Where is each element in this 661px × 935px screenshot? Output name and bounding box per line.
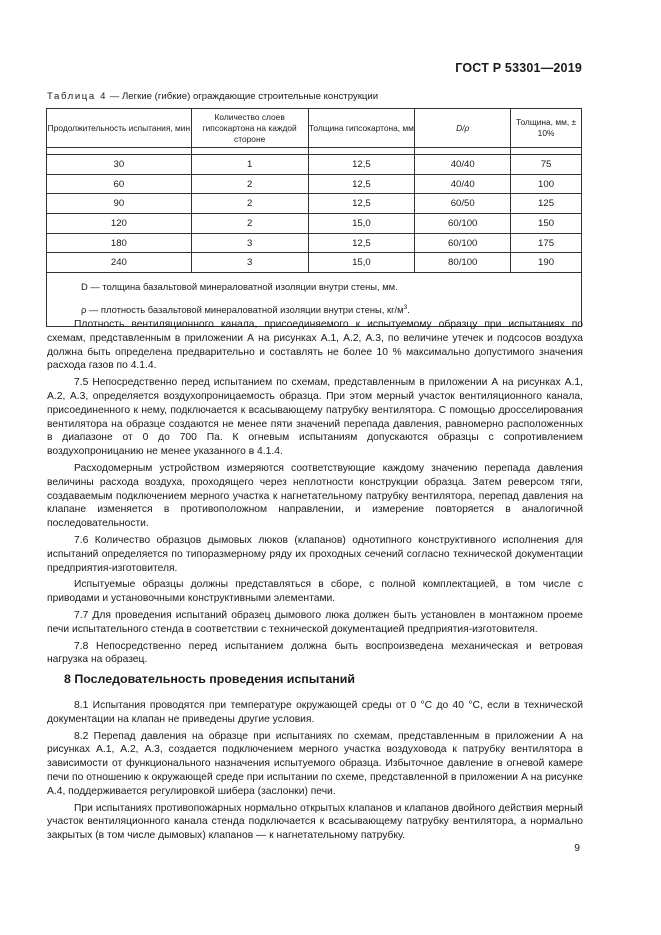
paragraph: 8.2 Перепад давления на образце при испытаниях по схемам, представленным в приложении А на рисунках А.1, А.2, А.3, создается подключением мерного участка воздуховода к патрубку вентилятора в зависимости от функционального назначения испытуемого образца. Избыточное давление в огневой камере печи по отношению к окружающей среде при испытании по схеме, представленной в приложении А на рисунке А.4, поддерживается регулировкой шибера (заслонки) печи. <box>47 730 583 797</box>
table-cell: 2 <box>191 214 308 234</box>
table-cell: 15,0 <box>308 214 415 234</box>
table-cell: 60/100 <box>415 233 511 253</box>
paragraph: 7.8 Непосредственно перед испытанием должна быть воспроизведена механическая и ветровая нагрузка на образец. <box>47 640 583 666</box>
table-cell: 60/50 <box>415 194 511 214</box>
column-header: Толщина гипсокартона, мм <box>308 109 415 148</box>
table-caption <box>47 91 378 102</box>
paragraph: 8.1 Испытания проводятся при температуре окружающей среды от 0 °С до 40 °С, если в технической документации на клапан не приведены другие условия. <box>47 700 583 725</box>
table-cell: 2 <box>191 174 308 194</box>
paragraph: Испытуемые образцы должны представляться в сборе, с полной комплектацией, в том числе с приводами и установочными конструктивными элементами. <box>47 579 583 605</box>
paragraph: Расходомерным устройством измеряются соответствующие каждому значению перепада давления величины расхода воздуха, проходящего через неплотности конструкции образца. Затем реверсом тяги, создаваемым подключением мерного участка к нагнетательному патрубку вентилятора, перепад давления на клапане изменяется в противоположном направлении, и измерение повторяется в аналогичной последовательности. <box>47 462 583 530</box>
table-cell: 60 <box>47 174 192 194</box>
column-header: D/ρ <box>415 109 511 148</box>
paragraph: 7.7 Для проведения испытаний образец дымового люка должен быть установлен в монтажном проеме печи испытательного стенда в соответствии с технической документацией предприятия-изготовителя. <box>47 609 583 635</box>
table-row <box>47 155 582 175</box>
table-cell: 125 <box>511 194 582 214</box>
table-cell: 30 <box>47 155 192 175</box>
table-cell: 100 <box>511 174 582 194</box>
column-header: Количество слоев гипсокартона на каждой стороне <box>191 109 308 148</box>
table-cell: 15,0 <box>308 253 415 273</box>
table-cell: 180 <box>47 233 192 253</box>
paragraph: 7.6 Количество образцов дымовых люков (клапанов) однотипного конструктивного исполнения для испытаний определяется по типоразмерному ряду их проходных сечений согласно технической документации предприятия-изготовителя. <box>47 534 583 574</box>
table-cell: 60/100 <box>415 214 511 234</box>
table-cell: 190 <box>511 253 582 273</box>
table-header-row <box>47 109 582 148</box>
column-header: Толщина, мм, ± 10% <box>511 109 582 148</box>
table-row <box>47 233 582 253</box>
note-d: D — толщина базальтовой минераловатной изоляции внутри стены, мм. <box>81 281 398 293</box>
table-cell: 3 <box>191 233 308 253</box>
section-8-title: 8 Последовательность проведения испытаний <box>64 672 356 686</box>
table-cell: 2 <box>191 194 308 214</box>
table-cell: 75 <box>511 155 582 175</box>
table-cell: 40/40 <box>415 155 511 175</box>
paragraph: Плотность вентиляционного канала, присоединяемого к испытуемому образцу при испытаниях по схемам, представленным в приложении А на рисунках А.1, А.2, А.3, по величине утечек и подсосов воздуха должна быть определена предварительно и составлять не более 10 % максимально допустимого значения расхода газов по 4.1.4. <box>47 319 583 372</box>
column-header: Продолжительность испытания, мин <box>47 109 192 148</box>
table-cell: 175 <box>511 233 582 253</box>
table-cell: 1 <box>191 155 308 175</box>
table-caption-label: Таблица 4 <box>47 91 108 102</box>
section-7-text <box>47 318 583 667</box>
table-cell: 120 <box>47 214 192 234</box>
section-8-text <box>47 699 583 843</box>
table-cell: 12,5 <box>308 194 415 214</box>
note-rho: ρ — плотность базальтовой минераловатной изоляции внутри стены, $кг/м^3$. <box>81 304 410 316</box>
table-cell: 90 <box>47 194 192 214</box>
table-row <box>47 253 582 273</box>
table-cell: 3 <box>191 253 308 273</box>
table-row <box>47 194 582 214</box>
table-cell: 40/40 <box>415 174 511 194</box>
table-cell: 12,5 <box>308 155 415 175</box>
table-row <box>47 214 582 234</box>
table-spacer-row <box>47 148 582 155</box>
table-cell: 150 <box>511 214 582 234</box>
paragraph: При испытаниях противопожарных нормально открытых клапанов и клапанов двойного действия мерный участок вентиляционного канала стенда подключается к всасывающему патрубку вентилятора, а нормально закрытых (в том числе дымовых) клапанов — к нагнетательному патрубку. <box>47 802 583 842</box>
page-number: 9 <box>574 843 580 854</box>
table-cell: 12,5 <box>308 174 415 194</box>
table-row <box>47 174 582 194</box>
table-cell: 80/100 <box>415 253 511 273</box>
paragraph: 7.5 Непосредственно перед испытанием по схемам, представленным в приложении А на рисунках А.1, А.2, А.3, определяется воздухопроницаемость образца. При этом мерный участок вентиляционного канала, присоединенного к нему, подключается к всасывающему патрубку вентилятора. С помощью дросселирования вентилятора на образце создаются не менее пяти значений перепада давления, равномерно расположенных в диапазоне от 0 до 700 Па. К огневым испытаниям допускаются образцы с сопротивлением воздухопроницанию не менее указанного в 4.1.4. <box>47 377 583 458</box>
document-code: ГОСТ Р 53301—2019 <box>455 61 582 75</box>
specimen-table <box>46 108 582 327</box>
table-cell: 240 <box>47 253 192 273</box>
table-cell: 12,5 <box>308 233 415 253</box>
table-caption-text: — Легкие (гибкие) ограждающие строительные конструкции <box>107 91 379 102</box>
